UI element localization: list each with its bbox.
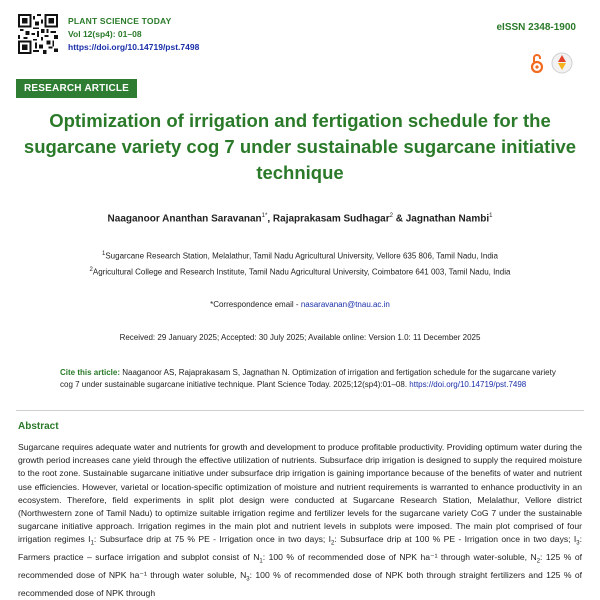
abstract-subscript: 2	[331, 541, 335, 548]
author-name: Naaganoor Ananthan Saravanan	[107, 213, 262, 225]
author-superscript: 2	[389, 213, 393, 219]
author-name: Rajaprakasam Sudhagar	[272, 213, 390, 225]
author-superscript: 1*	[261, 213, 268, 219]
author-superscript: 1	[489, 213, 493, 219]
article-type-badge: RESEARCH ARTICLE	[16, 79, 137, 98]
article-title: Optimization of irrigation and fertigation schedule for the sugarcane variety cog 7 under sustainable sugarcane initiative technique	[23, 110, 577, 183]
affiliation-text: Agricultural College and Research Institute, Tamil Nadu Agricultural University, Coimbatore 641 003, Tamil Nadu, India	[92, 267, 511, 277]
affiliation-superscript: 2	[89, 267, 93, 273]
eissn-label: eISSN 2348-1900	[496, 22, 576, 33]
abstract-subscript: 3	[576, 541, 580, 548]
author-list	[0, 213, 600, 224]
journal-name: PLANT SCIENCE TODAY	[68, 16, 172, 26]
affiliation-superscript: 1	[102, 251, 106, 257]
publication-dates: Received: 29 January 2025; Accepted: 30 July 2025; Available online: Version 1.0: 11 December 2025	[119, 333, 481, 342]
abstract-text: : 100 % of recommended dose of NPK both through straight fertilizers and 125 % of recommended dose of NPK through	[18, 570, 583, 599]
qr-code-icon	[18, 14, 58, 54]
abstract-text: Sugarcane requires adequate water and nutrients for growth and development to produce profitable productivity. Providing optimum water during the growth period increases cane yield through the effective utilization of nutrients. Subsurface drip irrigation is designed to supply the required moisture to the root zone. Sustainable sugarcane initiative under subsurface drip irrigation is gaining importance because of the benefits of water and nutrient use efficiencies. However, varietal or location-specific optimization of moisture and nutrient requirements is warranted to enhance productivity in an ecosystem. Therefore, field experiments in split plot design were conducted at Sugarcane Research Station, Melalathur, Vellore district (Northwestern zone of Tamil Nadu) to optimize suitable irrigation regime and fertilizer levels for the sugarcane variety CoG 7 under the sustainable sugarcane initiative approach. Irrigation regimes in the main plot and nutrient levels in subplots were imposed. The main plot comprised of four irrigation regimes I	[18, 442, 582, 545]
affiliation-2	[0, 267, 600, 277]
author-separator: ,	[267, 213, 273, 225]
abstract-subscript: 2	[536, 559, 541, 566]
citation-label: Cite this article:	[60, 368, 123, 377]
author-name: Jagnathan Nambi	[405, 213, 490, 225]
citation-block	[60, 367, 560, 391]
author-separator: &	[392, 213, 406, 225]
journal-info	[68, 15, 199, 54]
abstract-text: : Farmers practice – surface irrigation and subplot consist of N	[18, 534, 583, 563]
abstract-text: : Subsurface drip at 100 % PE - Irrigation once in two days; I	[334, 534, 577, 545]
correspondence	[0, 300, 600, 309]
affiliation-text: Sugarcane Research Station, Melalathur, Tamil Nadu Agricultural University, Vellore 635 806, Tamil Nadu, India	[105, 251, 498, 261]
citation-doi-link[interactable]: https://doi.org/10.14719/pst.7498	[409, 380, 527, 389]
correspondence-email-link[interactable]: nasaravanan@tnau.ac.in	[300, 300, 390, 309]
abstract-text: : 125 % of recommended dose of NPK ha⁻¹ through water soluble, N	[18, 552, 582, 581]
abstract-text: : Subsurface drip at 75 % PE - Irrigation once in two days; I	[93, 534, 332, 545]
abstract-subscript: 3	[246, 576, 250, 583]
citation-text: Naaganoor AS, Rajaprakasam S, Jagnathan N. Optimization of irrigation and fertigation schedule for the sugarcane variety cog 7 under sustainable sugarcane initiative technique. Plant Science Today. 2025;12(sp4):01–08.	[60, 368, 556, 389]
abstract-subscript: 1	[90, 541, 94, 548]
abstract-text: : 100 % of recommended dose of NPK ha⁻¹ through water-soluble, N	[262, 552, 537, 563]
open-access-icon[interactable]	[530, 52, 544, 74]
section-divider	[16, 410, 584, 411]
abstract-body	[18, 441, 582, 600]
journal-doi-link[interactable]: https://doi.org/10.14719/pst.7498	[68, 42, 200, 52]
correspondence-label: *Correspondence email -	[210, 300, 301, 309]
journal-volume: Vol 12(sp4): 01–08	[68, 29, 142, 39]
affiliation-1	[0, 251, 600, 261]
abstract-subscript: 1	[259, 559, 263, 566]
abstract-heading: Abstract	[18, 421, 59, 432]
crossmark-badge-icon[interactable]	[551, 52, 573, 74]
